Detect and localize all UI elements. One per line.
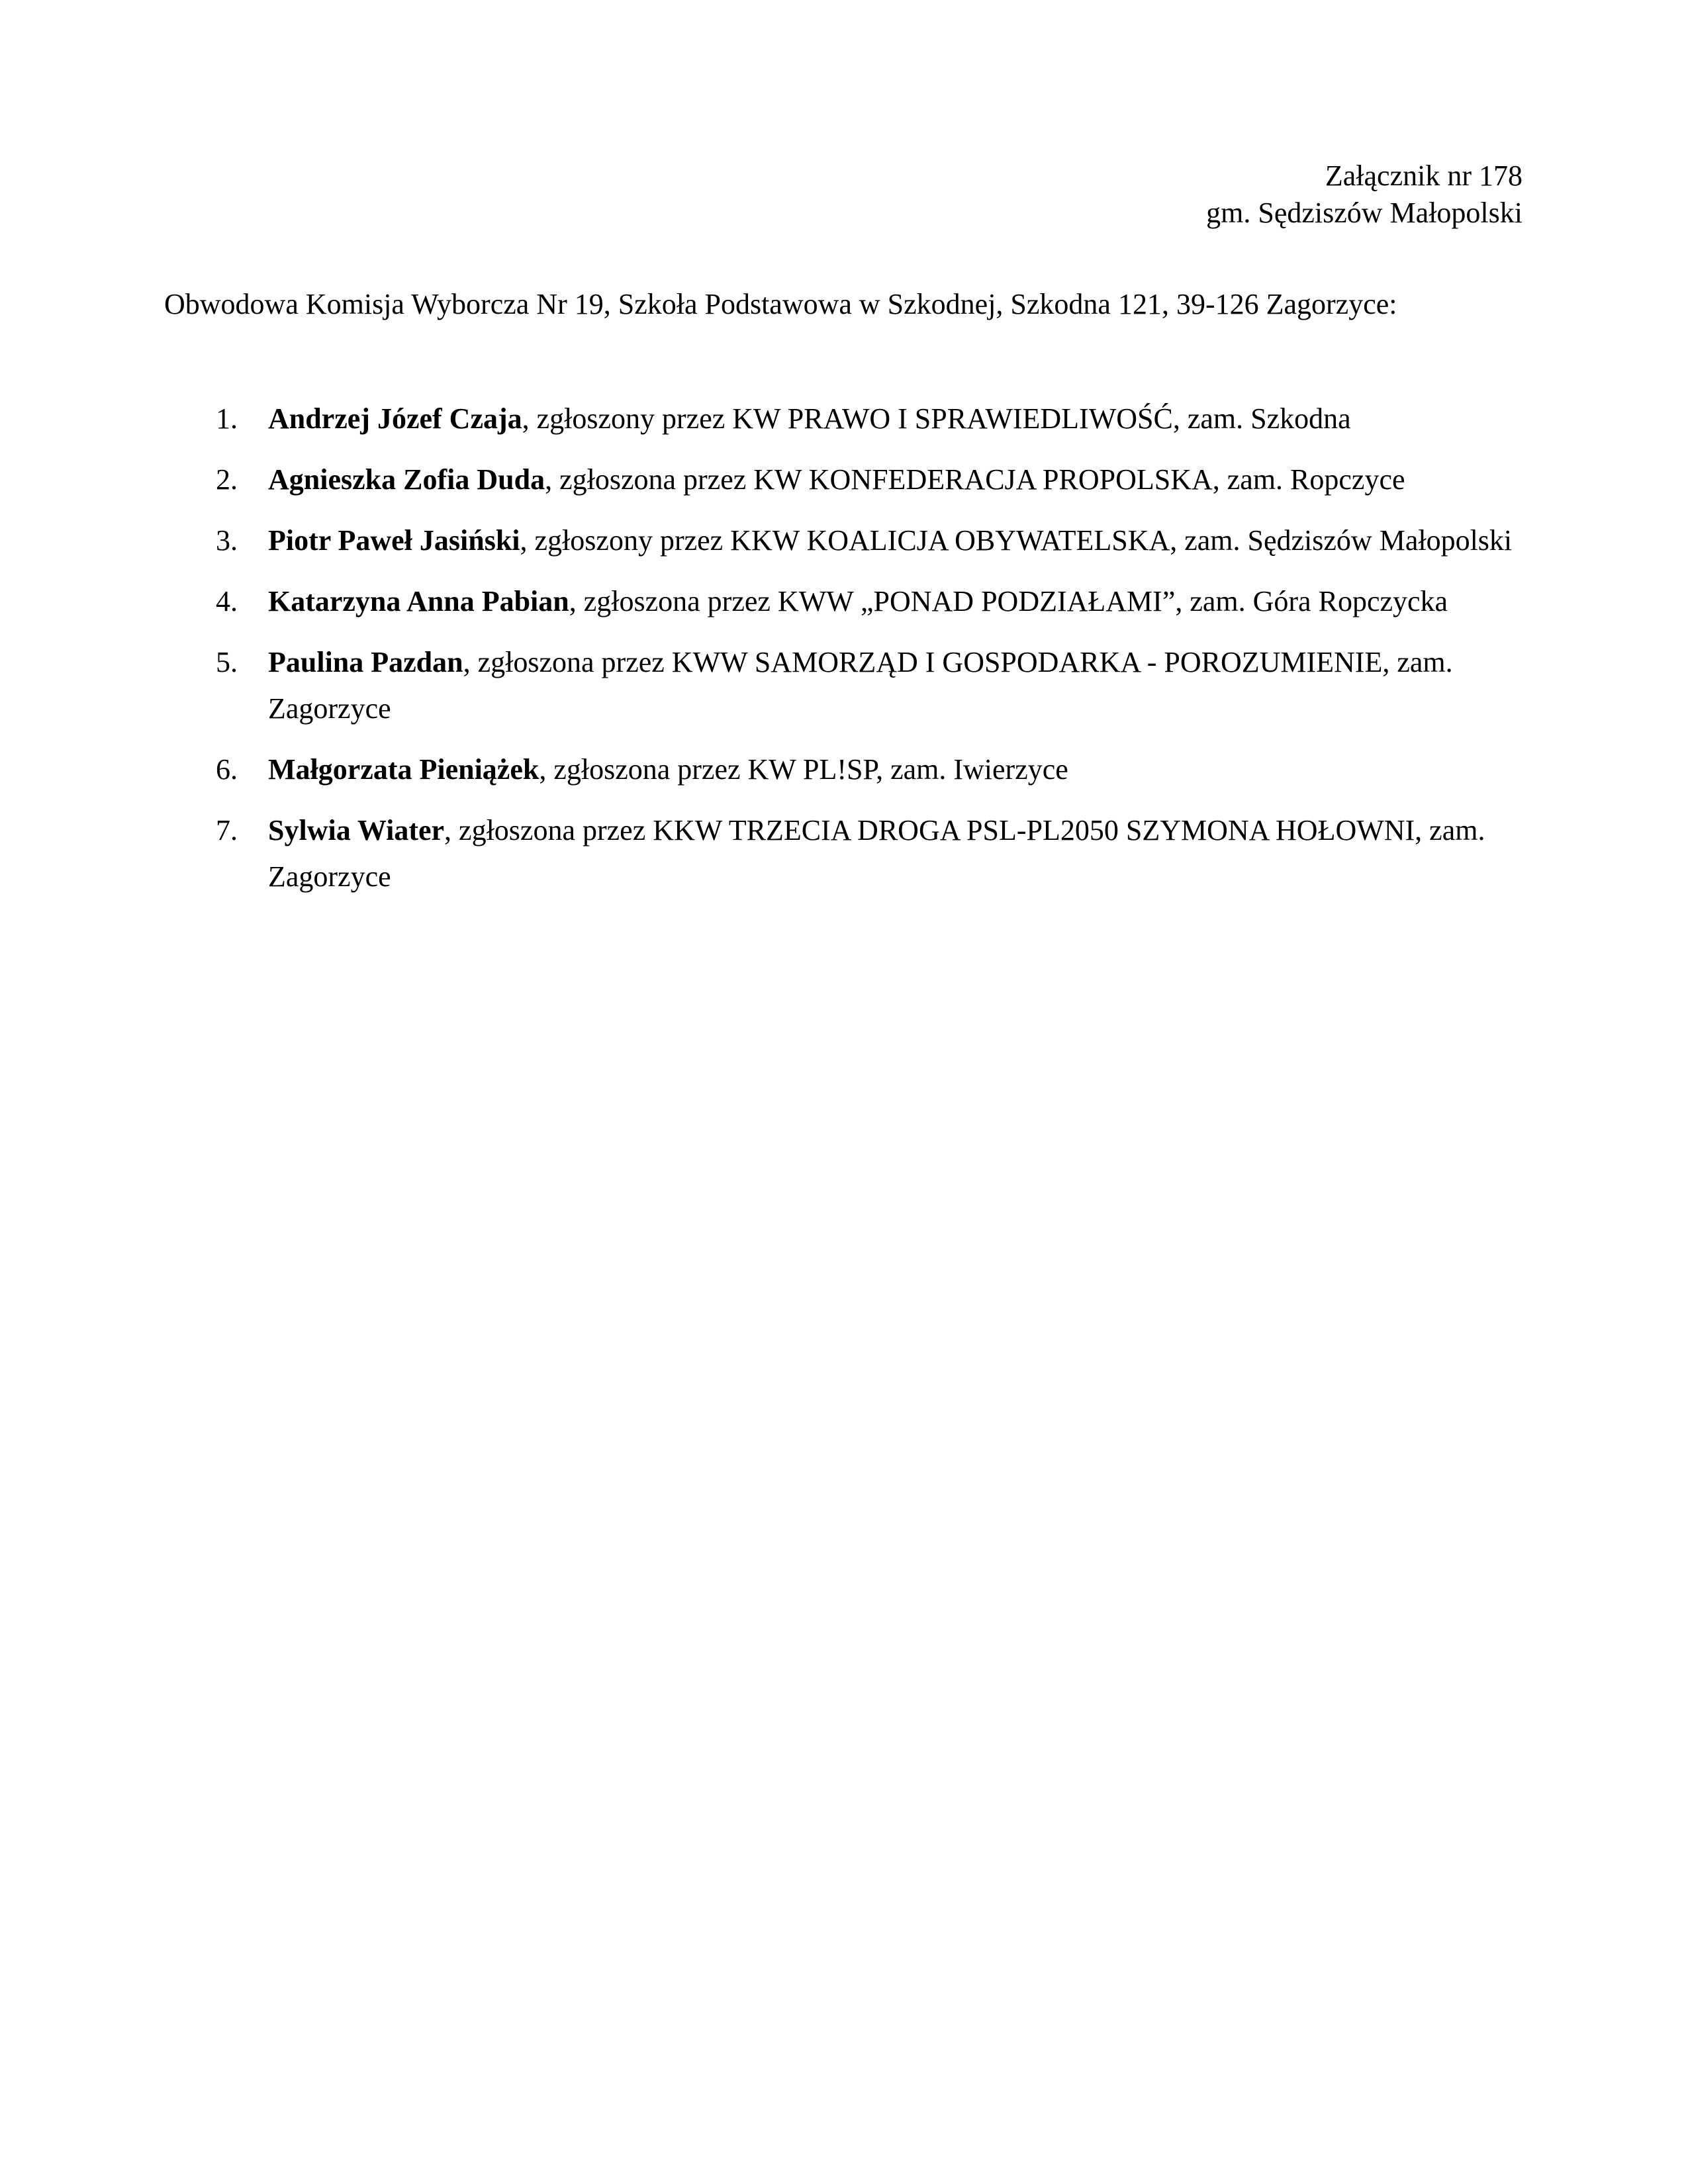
members-list — [164, 396, 1528, 915]
member-number: 6. — [216, 753, 238, 786]
member-number: 7. — [216, 814, 238, 846]
annex-header — [1206, 158, 1523, 232]
member-details: , zgłoszona przez KKW TRZECIA DROGA PSL-PL2050 SZYMONA HOŁOWNI, zam. Zagorzyce — [268, 814, 1485, 893]
member-item — [164, 396, 1528, 442]
member-item — [164, 747, 1528, 793]
member-details: , zgłoszona przez KWW „PONAD PODZIAŁAMI”, zam. Góra Ropczycka — [569, 585, 1448, 617]
member-details: , zgłoszona przez KW PL!SP, zam. Iwierzyce — [539, 753, 1068, 786]
member-name: Katarzyna Anna Pabian — [268, 585, 569, 617]
member-name: Paulina Pazdan — [268, 646, 463, 678]
member-item — [164, 578, 1528, 625]
member-item — [164, 807, 1528, 900]
member-number: 2. — [216, 463, 238, 496]
member-number: 4. — [216, 585, 238, 617]
member-item — [164, 518, 1528, 564]
member-item — [164, 639, 1528, 732]
member-details: , zgłoszona przez KWW SAMORZĄD I GOSPODARKA - POROZUMIENIE, zam. Zagorzyce — [268, 646, 1453, 725]
member-details: , zgłoszony przez KKW KOALICJA OBYWATELSKA, zam. Sędziszów Małopolski — [520, 524, 1513, 557]
municipality: gm. Sędziszów Małopolski — [1206, 197, 1523, 229]
member-number: 1. — [216, 402, 238, 435]
member-details: , zgłoszony przez KW PRAWO I SPRAWIEDLIWOŚĆ, zam. Szkodna — [522, 402, 1351, 435]
member-name: Agnieszka Zofia Duda — [268, 463, 545, 496]
member-name: Sylwia Wiater — [268, 814, 445, 846]
member-details: , zgłoszona przez KW KONFEDERACJA PROPOLSKA, zam. Ropczyce — [545, 463, 1405, 496]
member-number: 3. — [216, 524, 238, 557]
member-name: Andrzej Józef Czaja — [268, 402, 522, 435]
member-name: Małgorzata Pieniążek — [268, 753, 539, 786]
annex-number: Załącznik nr 178 — [1325, 159, 1523, 192]
member-item — [164, 457, 1528, 503]
commission-title: Obwodowa Komisja Wyborcza Nr 19, Szkoła Podstawowa w Szkodnej, Szkodna 121, 39-126 Zagorzyce: — [164, 288, 1397, 320]
member-number: 5. — [216, 646, 238, 678]
member-name: Piotr Paweł Jasiński — [268, 524, 520, 557]
